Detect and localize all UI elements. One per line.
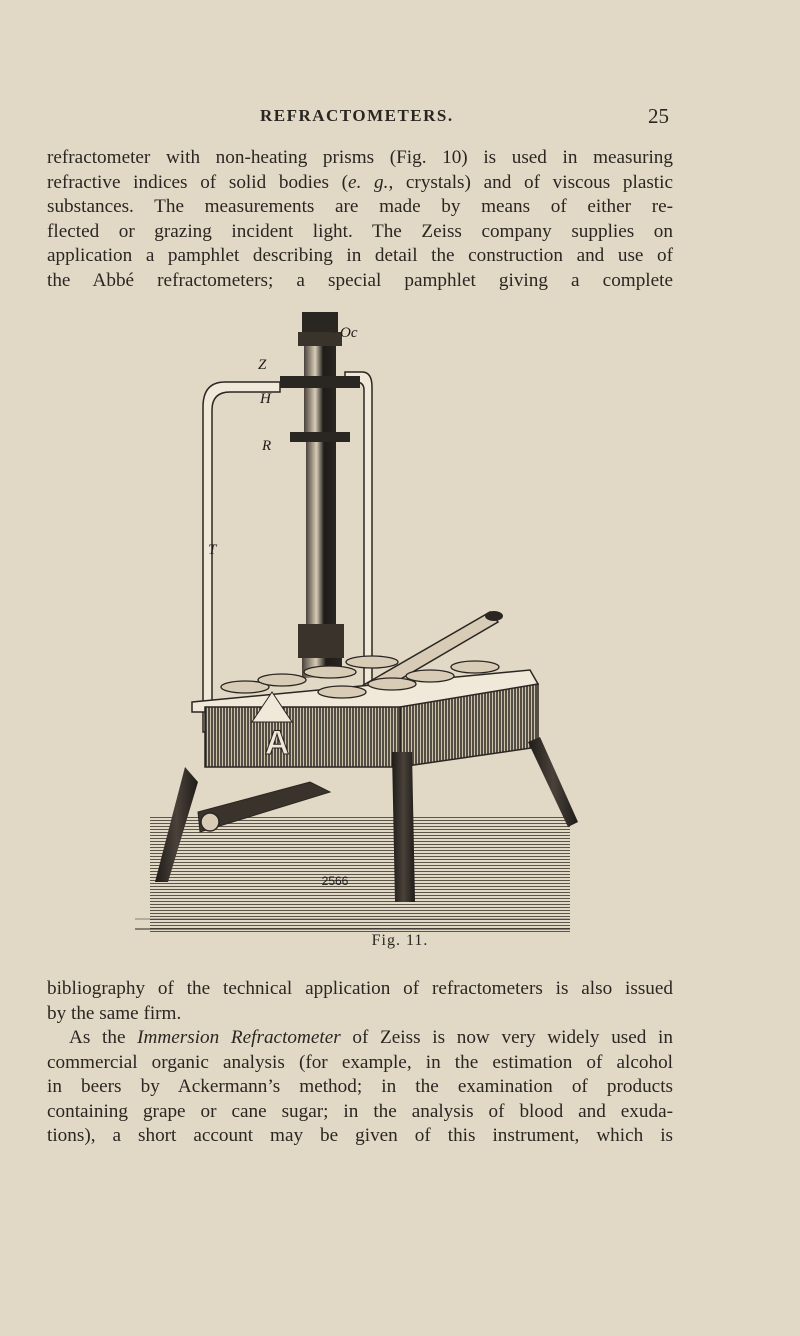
text-line: by the same firm. xyxy=(47,1002,182,1024)
eyepiece xyxy=(302,312,338,334)
text-line: As the Immersion Refractometer of Zeiss is now very widely used in xyxy=(69,1027,673,1048)
label-z: Z xyxy=(258,357,267,373)
water-bath-front xyxy=(205,707,400,767)
text-line: flected or grazing incident light. The Zeiss company supplies on xyxy=(47,220,673,242)
base-plate xyxy=(150,817,570,932)
mirror xyxy=(201,813,219,831)
text-line: the Abbé refractometers; a special pamphlet giving a complete xyxy=(47,269,673,291)
figure-caption: Fig. 11. xyxy=(371,932,429,949)
label-a: A xyxy=(264,724,290,762)
text-line: commercial organic analysis (for example, in the estimation of alcohol xyxy=(47,1051,673,1073)
tripod-leg xyxy=(528,737,578,827)
paragraph-1 xyxy=(47,146,673,294)
refractometer-engraving xyxy=(130,312,580,938)
label-t: T xyxy=(208,542,217,558)
paragraph-2 xyxy=(47,977,673,1026)
paragraph-3 xyxy=(47,1026,673,1149)
text-line: containing grape or cane sugar; in the analysis of blood and exuda- xyxy=(47,1100,673,1122)
running-header xyxy=(0,104,800,134)
text-line: substances. The measurements are made by means of either re- xyxy=(47,196,673,218)
text-line: application a pamphlet describing in detail the construction and use of xyxy=(47,245,673,267)
plate-number: 2566 xyxy=(321,874,349,888)
label-oc: Oc xyxy=(340,325,358,341)
text-line: tions), a short account may be given of this instrument, which is xyxy=(47,1125,673,1147)
running-title: REFRACTOMETERS. xyxy=(260,106,454,125)
telescope-tube xyxy=(306,442,336,652)
text-line: refractive indices of solid bodies (e. g., crystals) and of viscous plastic xyxy=(47,171,673,193)
page-number: 25 xyxy=(648,104,669,128)
label-r: R xyxy=(262,438,272,454)
text-line: bibliography of the technical application of refractometers is also issued xyxy=(47,978,673,999)
refractometer-illustration xyxy=(130,312,580,938)
text-line: refractometer with non-heating prisms (Fig. 10) is used in measuring xyxy=(47,147,673,168)
text-line: in beers by Ackermann’s method; in the examination of products xyxy=(47,1076,673,1098)
tripod-leg xyxy=(392,752,415,902)
label-h: H xyxy=(260,391,271,407)
